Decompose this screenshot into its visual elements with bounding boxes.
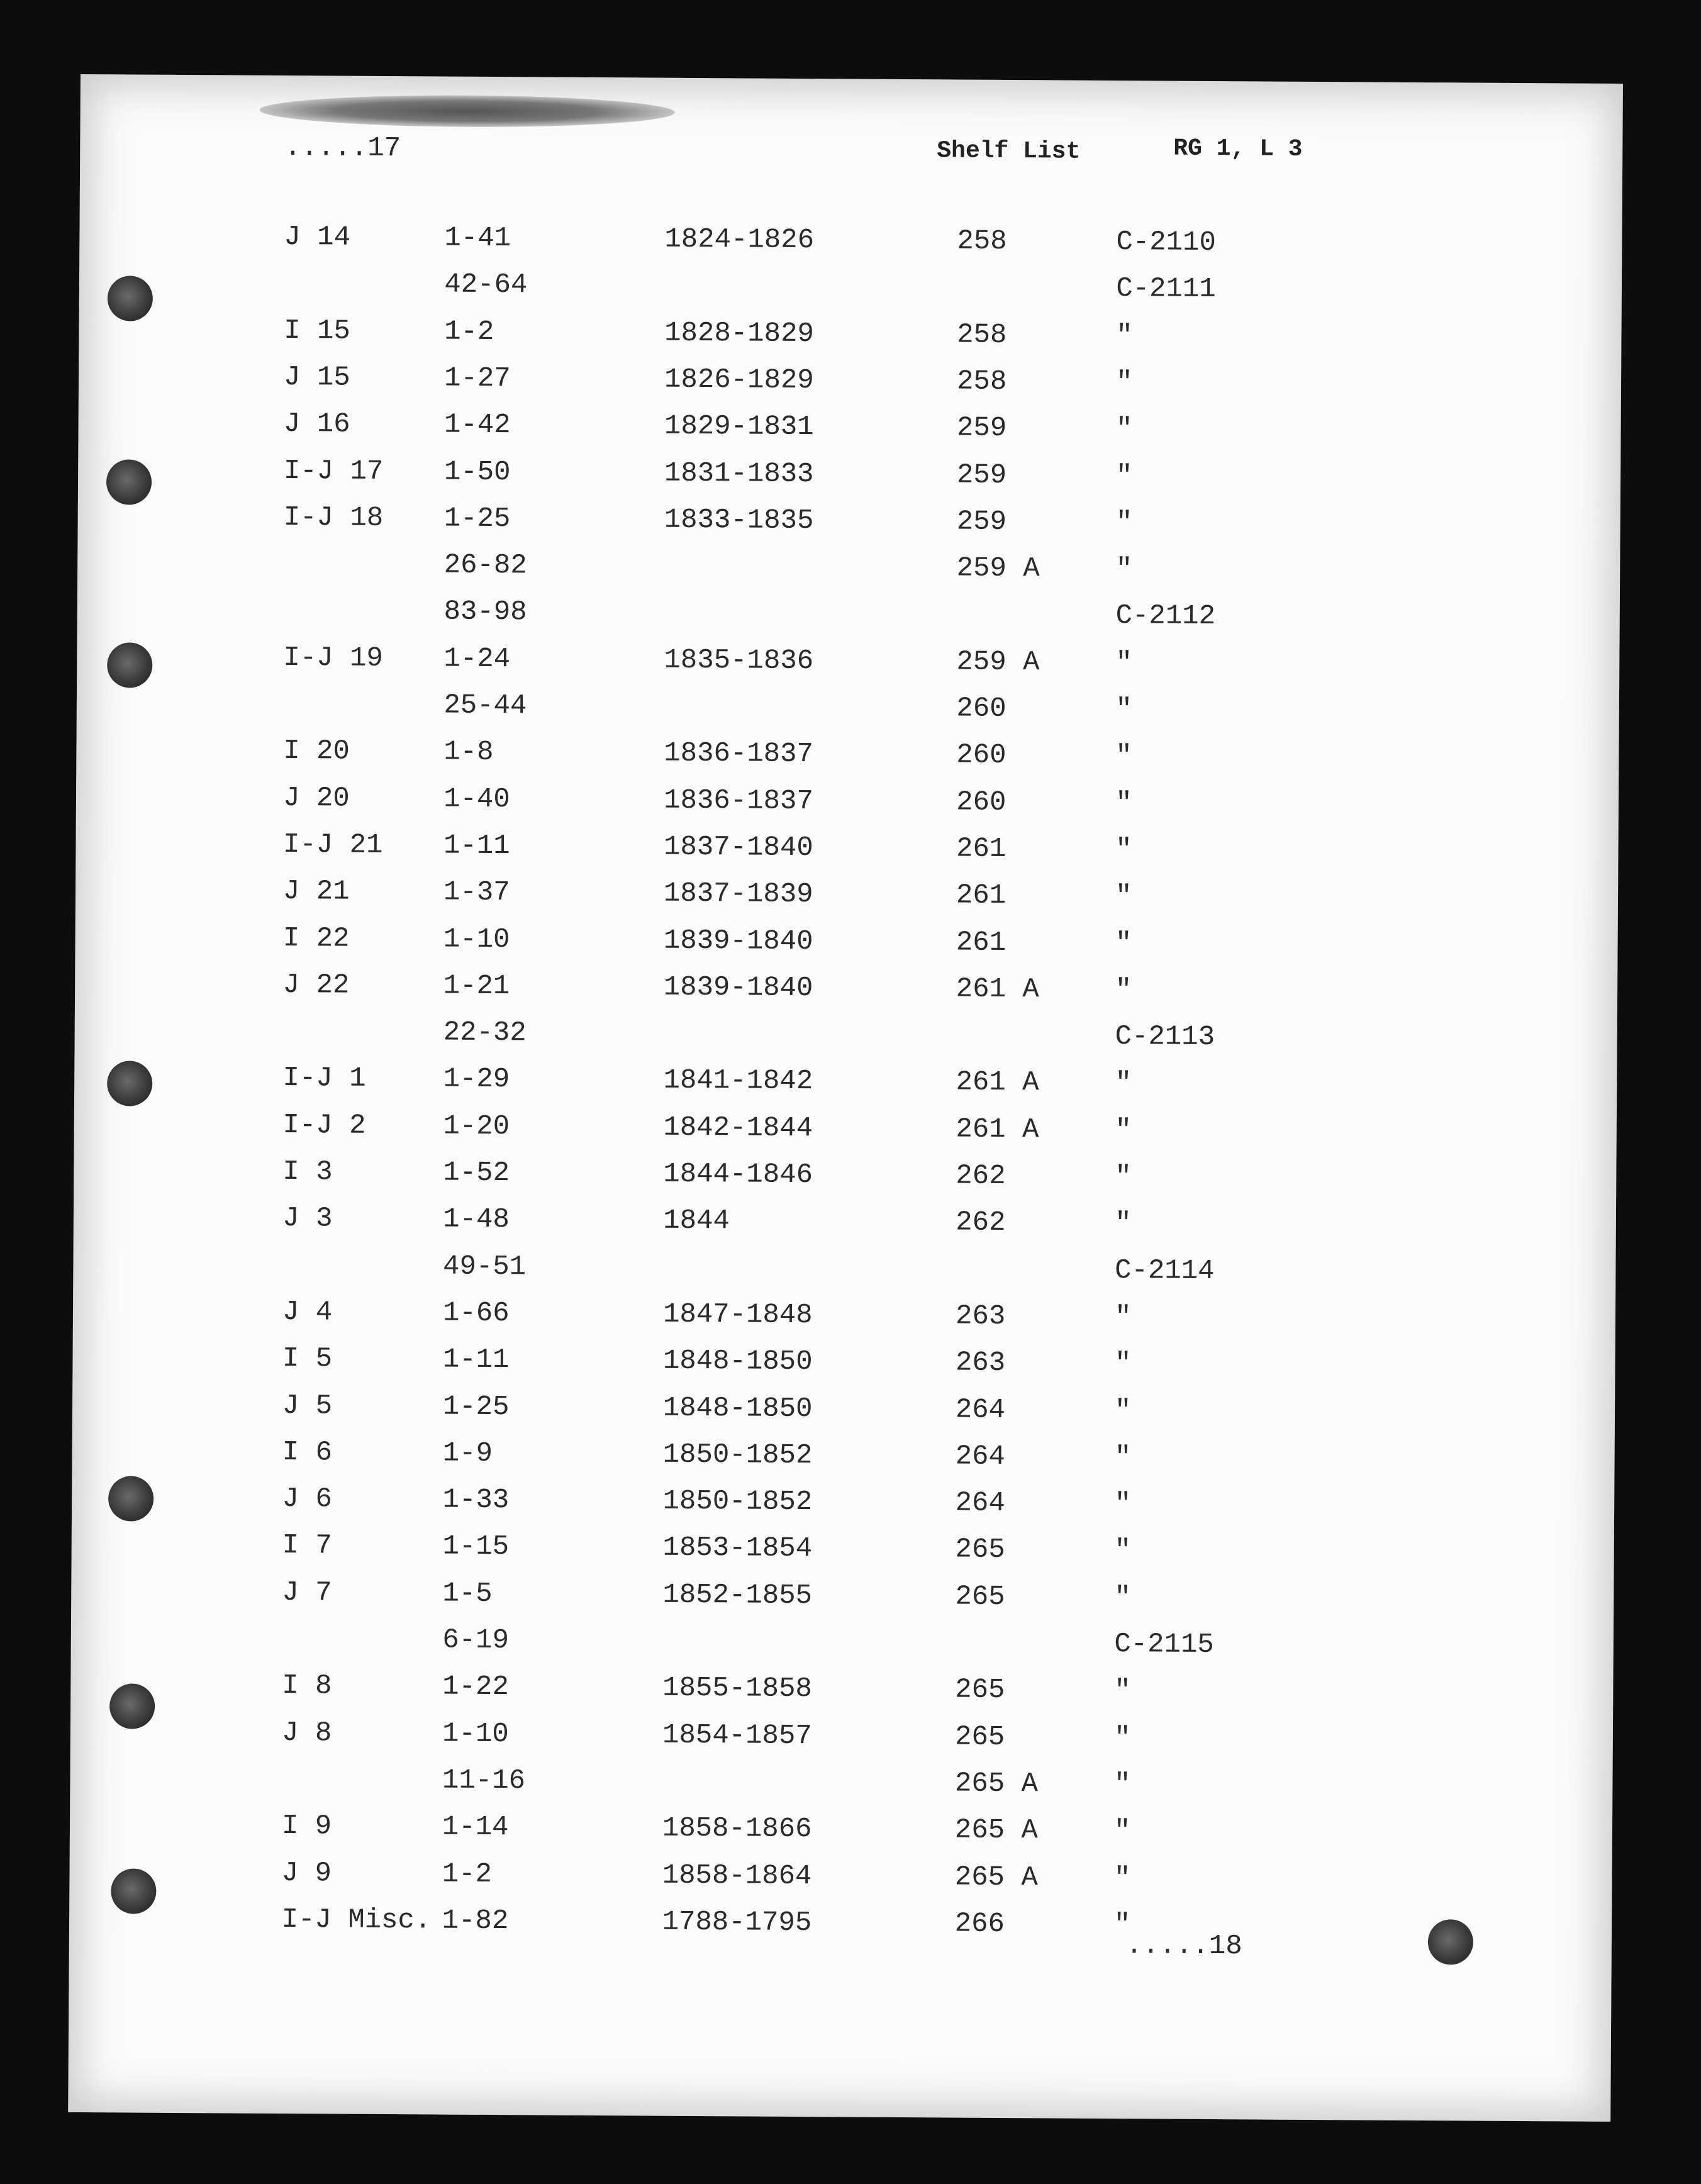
cell-dates: 1854-1857 bbox=[662, 1719, 812, 1752]
cell-dates: 1850-1852 bbox=[662, 1439, 813, 1471]
cell-range: 1-42 bbox=[443, 409, 511, 442]
cell-dates: 1848-1850 bbox=[662, 1392, 813, 1425]
cell-dates: 1837-1839 bbox=[663, 878, 813, 911]
cell-dates: 1839-1840 bbox=[663, 925, 813, 957]
cell-reel: " bbox=[1114, 1395, 1132, 1427]
cell-reel: " bbox=[1115, 366, 1133, 399]
cell-reel: " bbox=[1114, 1348, 1132, 1380]
cell-range: 1-15 bbox=[442, 1530, 510, 1563]
cell-dates: 1841-1842 bbox=[663, 1065, 813, 1098]
cell-box: 263 bbox=[955, 1347, 1006, 1379]
cell-series: I-J 19 bbox=[283, 642, 384, 674]
cell-reel: " bbox=[1113, 1768, 1131, 1801]
cell-box: 265 bbox=[955, 1581, 1005, 1613]
punch-hole bbox=[111, 1868, 156, 1914]
cell-box: 261 bbox=[956, 927, 1007, 959]
page-marker: .....17 bbox=[284, 131, 401, 165]
cell-range: 1-9 bbox=[442, 1437, 493, 1469]
cell-range: 1-40 bbox=[443, 783, 510, 815]
cell-series: J 16 bbox=[283, 408, 350, 440]
cell-reel: " bbox=[1116, 320, 1133, 352]
punch-hole bbox=[107, 1061, 152, 1106]
cell-box: 265 A bbox=[954, 1768, 1039, 1800]
cell-dates: 1858-1864 bbox=[662, 1859, 812, 1892]
cell-series: J 22 bbox=[282, 969, 350, 1001]
cell-box: 265 bbox=[955, 1534, 1005, 1566]
cell-dates: 1839-1840 bbox=[663, 971, 813, 1004]
cell-reel: C-2111 bbox=[1116, 273, 1216, 306]
cell-range: 1-48 bbox=[443, 1203, 510, 1236]
cell-dates: 1835-1836 bbox=[664, 644, 814, 677]
cell-box: 262 bbox=[956, 1206, 1006, 1239]
cell-reel: " bbox=[1114, 1441, 1132, 1474]
cell-dates: 1829-1831 bbox=[664, 410, 814, 443]
cell-box: 265 bbox=[954, 1721, 1005, 1753]
record-group: RG 1, L 3 bbox=[1173, 135, 1303, 163]
cell-range: 1-11 bbox=[443, 830, 510, 862]
cell-dates: 1853-1854 bbox=[662, 1532, 813, 1565]
cell-box: 261 A bbox=[956, 1066, 1039, 1099]
cell-box: 266 bbox=[954, 1908, 1005, 1940]
ink-smudge bbox=[260, 94, 675, 128]
cell-reel: C-2114 bbox=[1114, 1254, 1215, 1287]
cell-box: 264 bbox=[955, 1394, 1006, 1426]
cell-box: 259 bbox=[956, 412, 1007, 445]
cell-box: 265 A bbox=[954, 1814, 1039, 1847]
cell-range: 1-25 bbox=[442, 1391, 510, 1423]
cell-box: 259 bbox=[956, 459, 1007, 491]
cell-range: 1-2 bbox=[442, 1858, 493, 1890]
cell-series: I 15 bbox=[284, 315, 350, 347]
cell-series: I-J 1 bbox=[282, 1062, 366, 1095]
cell-series: J 8 bbox=[281, 1717, 332, 1749]
cell-series: J 20 bbox=[283, 782, 350, 815]
cell-reel: " bbox=[1113, 1815, 1131, 1847]
punch-hole bbox=[109, 1683, 155, 1729]
cell-dates: 1848-1850 bbox=[662, 1345, 813, 1378]
punch-hole bbox=[108, 276, 153, 321]
cell-box: 259 A bbox=[956, 646, 1040, 679]
cell-dates: 1855-1858 bbox=[662, 1672, 812, 1705]
next-page-marker: .....18 bbox=[1125, 1930, 1242, 1963]
cell-box: 262 bbox=[956, 1160, 1006, 1193]
cell-reel: " bbox=[1114, 1581, 1131, 1613]
cell-range: 1-82 bbox=[442, 1905, 509, 1937]
cell-dates: 1844 bbox=[663, 1205, 730, 1237]
cell-range: 49-51 bbox=[442, 1251, 527, 1283]
cell-reel: " bbox=[1113, 1862, 1131, 1894]
cell-box: 265 bbox=[955, 1674, 1005, 1707]
cell-range: 42-64 bbox=[444, 269, 528, 301]
punch-hole bbox=[1428, 1919, 1473, 1964]
cell-reel: " bbox=[1114, 1488, 1132, 1520]
cell-series: J 9 bbox=[281, 1857, 332, 1889]
cell-reel: " bbox=[1115, 554, 1133, 586]
cell-reel: " bbox=[1115, 1208, 1132, 1240]
cell-reel: " bbox=[1115, 927, 1132, 959]
cell-reel: " bbox=[1115, 1067, 1132, 1100]
cell-series: I-J Misc. bbox=[281, 1903, 432, 1937]
page-title: Shelf List bbox=[937, 137, 1081, 165]
cell-reel: " bbox=[1115, 460, 1133, 492]
cell-reel: C-2113 bbox=[1115, 1021, 1215, 1054]
punch-hole bbox=[106, 459, 152, 504]
cell-dates: 1833-1835 bbox=[664, 504, 814, 537]
cell-reel: " bbox=[1113, 1908, 1131, 1941]
cell-reel: " bbox=[1115, 1161, 1132, 1193]
cell-series: J 21 bbox=[282, 876, 350, 908]
cell-dates: 1850-1852 bbox=[662, 1485, 813, 1518]
cell-series: I 6 bbox=[282, 1436, 333, 1469]
cell-range: 1-52 bbox=[443, 1157, 510, 1190]
cell-series: I-J 18 bbox=[283, 501, 384, 534]
cell-box: 264 bbox=[955, 1487, 1005, 1520]
cell-dates: 1831-1833 bbox=[664, 457, 814, 490]
cell-range: 1-11 bbox=[442, 1344, 510, 1376]
cell-reel: C-2110 bbox=[1116, 226, 1216, 259]
cell-series: I-J 21 bbox=[282, 828, 383, 861]
cell-dates: 1847-1848 bbox=[662, 1298, 813, 1332]
cell-series: I 5 bbox=[282, 1343, 333, 1375]
cell-dates: 1858-1866 bbox=[662, 1812, 812, 1846]
cell-reel: C-2112 bbox=[1115, 600, 1216, 633]
cell-range: 1-25 bbox=[443, 503, 511, 535]
cell-box: 263 bbox=[955, 1300, 1006, 1332]
cell-box: 261 bbox=[956, 833, 1007, 865]
cell-box: 264 bbox=[955, 1440, 1006, 1473]
cell-box: 265 A bbox=[954, 1861, 1038, 1893]
cell-series: J 3 bbox=[282, 1203, 333, 1235]
cell-dates: 1788-1795 bbox=[662, 1906, 812, 1939]
cell-range: 6-19 bbox=[442, 1624, 510, 1657]
cell-box: 260 bbox=[956, 739, 1007, 772]
cell-range: 83-98 bbox=[443, 596, 527, 628]
cell-dates: 1828-1829 bbox=[664, 317, 814, 350]
cell-series: J 7 bbox=[282, 1576, 332, 1609]
cell-dates: 1837-1840 bbox=[663, 831, 813, 864]
cell-reel: " bbox=[1113, 1722, 1131, 1754]
cell-reel: " bbox=[1115, 1114, 1132, 1146]
cell-range: 1-22 bbox=[442, 1671, 509, 1703]
cell-box: 260 bbox=[956, 786, 1007, 818]
cell-reel: " bbox=[1114, 1675, 1131, 1707]
cell-series: I 20 bbox=[283, 735, 350, 767]
document-page bbox=[68, 74, 1623, 2122]
cell-reel: " bbox=[1115, 506, 1133, 539]
cell-box: 261 A bbox=[956, 1113, 1039, 1146]
cell-dates: 1824-1826 bbox=[664, 223, 815, 257]
cell-range: 1-10 bbox=[442, 1718, 509, 1750]
cell-range: 11-16 bbox=[442, 1764, 526, 1797]
cell-dates: 1852-1855 bbox=[662, 1579, 813, 1612]
cell-series: J 5 bbox=[282, 1390, 333, 1422]
cell-reel: " bbox=[1115, 974, 1132, 1006]
cell-range: 1-27 bbox=[443, 362, 511, 395]
cell-series: J 6 bbox=[282, 1483, 332, 1515]
cell-range: 1-66 bbox=[442, 1297, 510, 1330]
cell-range: 1-5 bbox=[442, 1578, 493, 1610]
cell-range: 22-32 bbox=[443, 1017, 527, 1049]
cell-box: 258 bbox=[957, 319, 1007, 351]
cell-range: 1-37 bbox=[443, 876, 510, 909]
cell-range: 1-29 bbox=[443, 1063, 510, 1096]
cell-dates: 1844-1846 bbox=[663, 1158, 813, 1191]
cell-series: I-J 17 bbox=[283, 455, 384, 488]
cell-reel: " bbox=[1115, 833, 1132, 866]
cell-range: 1-14 bbox=[442, 1811, 509, 1844]
cell-dates: 1842-1844 bbox=[663, 1112, 813, 1144]
cell-dates: 1836-1837 bbox=[664, 737, 814, 771]
cell-box: 260 bbox=[956, 693, 1007, 725]
cell-range: 25-44 bbox=[443, 689, 527, 722]
cell-box: 258 bbox=[956, 365, 1007, 398]
cell-series: J 4 bbox=[282, 1296, 333, 1329]
cell-series: I 7 bbox=[282, 1530, 332, 1562]
cell-reel: C-2115 bbox=[1114, 1629, 1214, 1661]
cell-range: 1-2 bbox=[444, 316, 494, 348]
cell-range: 1-24 bbox=[443, 643, 511, 675]
cell-range: 1-10 bbox=[443, 923, 510, 956]
cell-reel: " bbox=[1114, 1535, 1132, 1567]
cell-range: 1-8 bbox=[443, 736, 494, 769]
cell-series: J 14 bbox=[284, 221, 351, 254]
cell-reel: " bbox=[1115, 694, 1132, 726]
cell-reel: " bbox=[1115, 881, 1132, 913]
cell-series: I-J 2 bbox=[282, 1109, 366, 1142]
punch-hole bbox=[108, 1476, 153, 1521]
cell-dates: 1836-1837 bbox=[664, 784, 813, 817]
cell-reel: " bbox=[1115, 787, 1132, 819]
cell-dates: 1826-1829 bbox=[664, 364, 814, 397]
cell-box: 259 bbox=[956, 506, 1007, 538]
cell-range: 1-20 bbox=[443, 1110, 510, 1142]
cell-range: 1-33 bbox=[442, 1484, 510, 1517]
cell-reel: " bbox=[1115, 647, 1133, 679]
cell-box: 261 bbox=[956, 879, 1007, 912]
cell-series: I 8 bbox=[282, 1670, 332, 1702]
cell-range: 1-21 bbox=[443, 970, 510, 1002]
cell-reel: " bbox=[1115, 413, 1133, 445]
punch-hole bbox=[107, 642, 152, 688]
cell-reel: " bbox=[1115, 740, 1132, 772]
cell-range: 1-50 bbox=[443, 456, 511, 488]
cell-range: 26-82 bbox=[443, 549, 527, 582]
cell-box: 258 bbox=[957, 225, 1007, 258]
cell-series: I 9 bbox=[281, 1810, 332, 1842]
cell-series: I 22 bbox=[282, 922, 350, 955]
cell-series: I 3 bbox=[282, 1156, 333, 1188]
cell-reel: " bbox=[1114, 1301, 1132, 1334]
cell-range: 1-41 bbox=[444, 222, 511, 255]
cell-box: 259 A bbox=[956, 552, 1040, 585]
cell-box: 261 A bbox=[956, 973, 1039, 1006]
cell-series: J 15 bbox=[283, 361, 350, 394]
